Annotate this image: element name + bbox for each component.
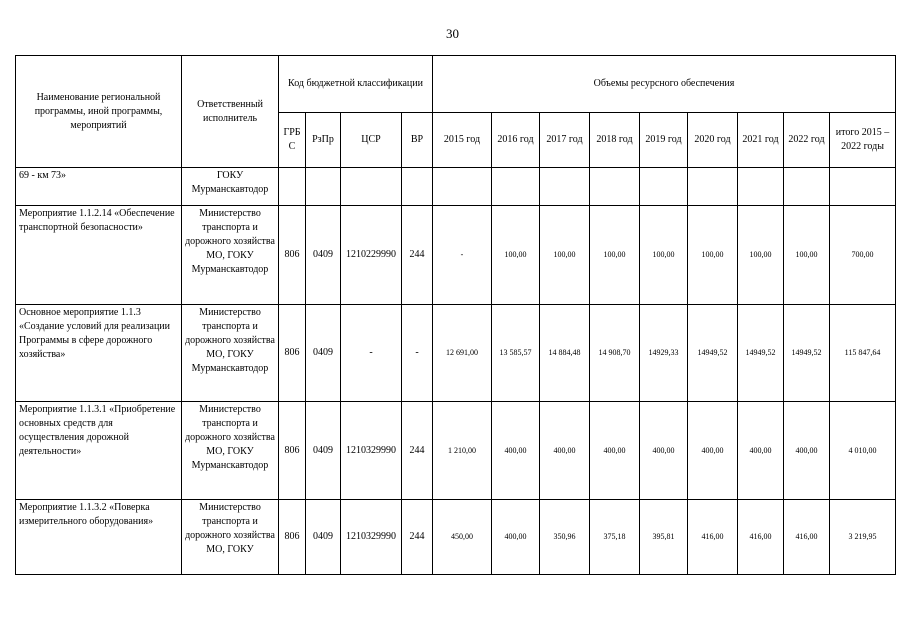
header-csr: ЦСР [341, 113, 402, 168]
cell-year-value: 400,00 [784, 402, 830, 500]
cell-year-value: 14949,52 [688, 305, 738, 402]
cell-name: Мероприятие 1.1.2.14 «Обеспечение транспортной безопасности» [16, 206, 182, 305]
cell-year-value: 14949,52 [738, 305, 784, 402]
header-name: Наименование региональной программы, иной программы, мероприятий [16, 56, 182, 168]
header-responsible: Ответственный исполнитель [182, 56, 279, 168]
cell-csr: 1210229990 [341, 206, 402, 305]
cell-year-value: 400,00 [540, 402, 590, 500]
header-year: 2015 год [433, 113, 492, 168]
cell-year-value: 100,00 [540, 206, 590, 305]
cell-year-value: 14 884,48 [540, 305, 590, 402]
cell-year-value: 395,81 [640, 500, 688, 575]
cell-rzpr [306, 168, 341, 206]
cell-year-value: 375,18 [590, 500, 640, 575]
header-year: 2022 год [784, 113, 830, 168]
header-row [16, 56, 896, 113]
cell-vr: 244 [402, 206, 433, 305]
cell-year-value: 400,00 [492, 402, 540, 500]
cell-year-value: 14929,33 [640, 305, 688, 402]
cell-name: Мероприятие 1.1.3.1 «Приобретение основных средств для осуществления дорожной деятельности» [16, 402, 182, 500]
cell-total-value: 4 010,00 [830, 402, 896, 500]
cell-year-value: 1 210,00 [433, 402, 492, 500]
cell-year-value: 100,00 [492, 206, 540, 305]
cell-total-value: 115 847,64 [830, 305, 896, 402]
cell-year-value [688, 168, 738, 206]
cell-grbs: 806 [279, 206, 306, 305]
cell-grbs: 806 [279, 500, 306, 575]
cell-year-value: 400,00 [688, 402, 738, 500]
table-row [16, 305, 896, 402]
cell-year-value: 14949,52 [784, 305, 830, 402]
header-vr: ВР [402, 113, 433, 168]
cell-year-value: 450,00 [433, 500, 492, 575]
cell-year-value [433, 168, 492, 206]
header-year: 2021 год [738, 113, 784, 168]
cell-total-value: 700,00 [830, 206, 896, 305]
table-row [16, 206, 896, 305]
cell-year-value: 100,00 [738, 206, 784, 305]
cell-csr: 1210329990 [341, 402, 402, 500]
cell-name: Мероприятие 1.1.3.2 «Поверка измерительного оборудования» [16, 500, 182, 575]
cell-vr: - [402, 305, 433, 402]
cell-rzpr: 0409 [306, 500, 341, 575]
table-row [16, 402, 896, 500]
cell-year-value: 100,00 [784, 206, 830, 305]
table-row [16, 500, 896, 575]
cell-rzpr: 0409 [306, 402, 341, 500]
header-year: 2018 год [590, 113, 640, 168]
cell-rzpr: 0409 [306, 206, 341, 305]
cell-vr [402, 168, 433, 206]
cell-year-value: 400,00 [640, 402, 688, 500]
cell-total-value: 3 219,95 [830, 500, 896, 575]
cell-year-value [492, 168, 540, 206]
cell-year-value: 350,96 [540, 500, 590, 575]
cell-responsible: Министерство транспорта и дорожного хозяйства МО, ГОКУ [182, 500, 279, 575]
header-rzpr: РзПр [306, 113, 341, 168]
cell-rzpr: 0409 [306, 305, 341, 402]
cell-year-value: 100,00 [640, 206, 688, 305]
cell-year-value: 100,00 [688, 206, 738, 305]
cell-year-value [784, 168, 830, 206]
cell-name: 69 - км 73» [16, 168, 182, 206]
cell-year-value [540, 168, 590, 206]
cell-responsible: Министерство транспорта и дорожного хозяйства МО, ГОКУ Мурманскавтодор [182, 305, 279, 402]
cell-year-value: 400,00 [590, 402, 640, 500]
cell-year-value: 400,00 [738, 402, 784, 500]
cell-vr: 244 [402, 500, 433, 575]
header-budget-code: Код бюджетной классификации [279, 56, 433, 113]
header-total: итого 2015 – 2022 годы [830, 113, 896, 168]
cell-responsible: Министерство транспорта и дорожного хозяйства МО, ГОКУ Мурманскавтодор [182, 206, 279, 305]
cell-year-value: 416,00 [784, 500, 830, 575]
cell-grbs: 806 [279, 402, 306, 500]
page-number: 30 [446, 26, 459, 41]
budget-table [15, 55, 896, 575]
cell-year-value: 416,00 [738, 500, 784, 575]
cell-responsible: ГОКУ Мурманскавтодор [182, 168, 279, 206]
cell-year-value: 400,00 [492, 500, 540, 575]
cell-year-value: 100,00 [590, 206, 640, 305]
cell-vr: 244 [402, 402, 433, 500]
cell-grbs [279, 168, 306, 206]
header-year: 2019 год [640, 113, 688, 168]
cell-csr: - [341, 305, 402, 402]
cell-csr [341, 168, 402, 206]
cell-csr: 1210329990 [341, 500, 402, 575]
cell-name: Основное мероприятие 1.1.3 «Создание условий для реализации Программы в сфере дорожного хозяйства» [16, 305, 182, 402]
header-grbs: ГРБ С [279, 113, 306, 168]
header-year: 2020 год [688, 113, 738, 168]
cell-year-value: 13 585,57 [492, 305, 540, 402]
header-year: 2017 год [540, 113, 590, 168]
cell-year-value [738, 168, 784, 206]
cell-total-value [830, 168, 896, 206]
cell-year-value: 416,00 [688, 500, 738, 575]
cell-year-value: 12 691,00 [433, 305, 492, 402]
cell-grbs: 806 [279, 305, 306, 402]
cell-year-value [640, 168, 688, 206]
cell-year-value: 14 908,70 [590, 305, 640, 402]
cell-year-value: - [433, 206, 492, 305]
header-resources: Объемы ресурсного обеспечения [433, 56, 896, 113]
table-row [16, 168, 896, 206]
cell-responsible: Министерство транспорта и дорожного хозяйства МО, ГОКУ Мурманскавтодор [182, 402, 279, 500]
header-year: 2016 год [492, 113, 540, 168]
cell-year-value [590, 168, 640, 206]
